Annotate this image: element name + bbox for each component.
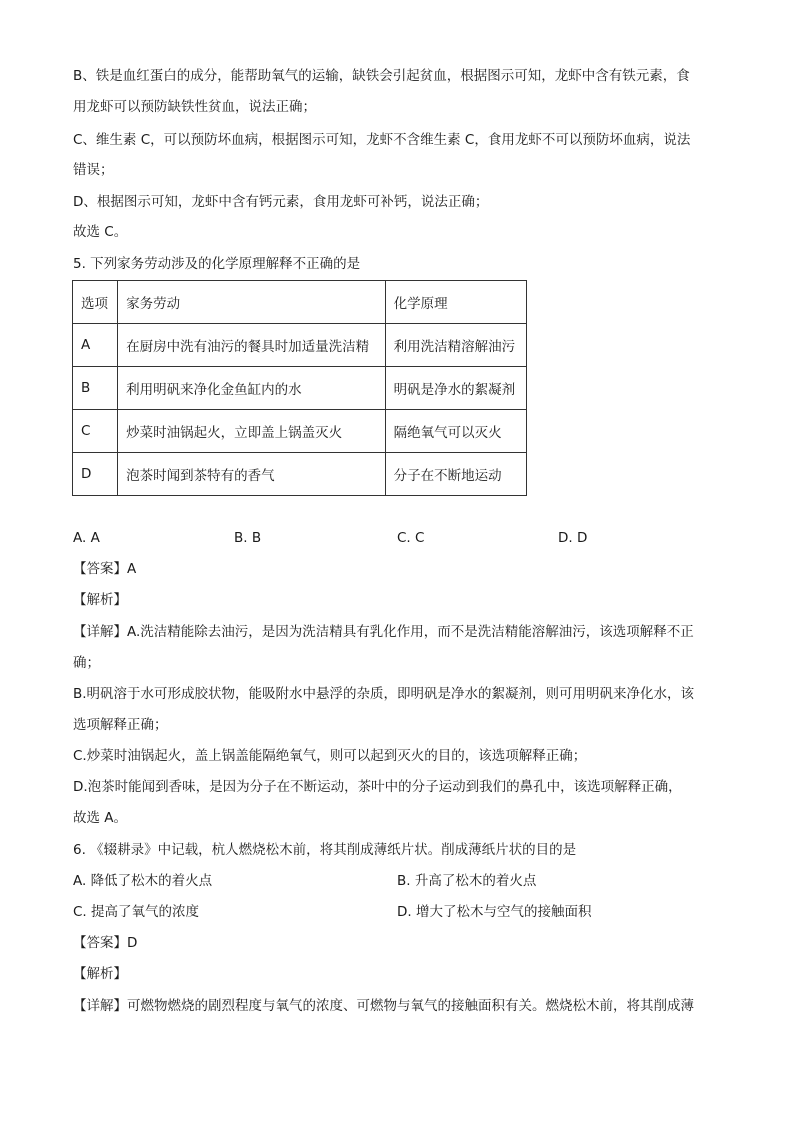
q5-stem: 5. 下列家务劳动涉及的化学原理解释不正确的是 bbox=[73, 256, 361, 272]
answer-value: A bbox=[127, 561, 137, 577]
q5-option-d: D. D bbox=[558, 530, 588, 546]
q5-detail-line-4: 选项解释正确； bbox=[73, 717, 168, 733]
prev-option-b-line-2: 用龙虾可以预防缺铁性贫血，说法正确； bbox=[73, 99, 316, 115]
q5-detail-line-1 bbox=[73, 622, 694, 642]
table-cell: B bbox=[73, 367, 118, 410]
q5-detail-line-3: B.明矾溶于水可形成胶状物，能吸附水中悬浮的杂质，即明矾是净水的絮凝剂，则可用明矾来净化水，该 bbox=[73, 686, 695, 702]
answer-label: 【答案】 bbox=[73, 935, 127, 951]
table-cell: 分子在不断地运动 bbox=[385, 453, 526, 496]
q6-option-d: D. 增大了松木与空气的接触面积 bbox=[397, 904, 592, 920]
detail-text: A.洗洁精能除去油污，是因为洗洁精具有乳化作用，而不是洗洁精能溶解油污，该选项解释不正 bbox=[127, 624, 694, 640]
table-cell: 泡茶时闻到茶特有的香气 bbox=[118, 453, 386, 496]
table-cell: 利用明矾来净化金鱼缸内的水 bbox=[118, 367, 386, 410]
prev-option-b-line-1: B、铁是血红蛋白的成分，能帮助氧气的运输，缺铁会引起贫血，根据图示可知，龙虾中含有铁元素，食 bbox=[73, 68, 690, 84]
table-cell: 隔绝氧气可以灭火 bbox=[385, 410, 526, 453]
prev-conclusion: 故选 C。 bbox=[73, 224, 128, 240]
table-row bbox=[73, 410, 527, 453]
table-row bbox=[73, 453, 527, 496]
q5-option-c: C. C bbox=[397, 530, 425, 546]
table-cell: 明矾是净水的絮凝剂 bbox=[385, 367, 526, 410]
q5-detail-line-5: C.炒菜时油锅起火，盖上锅盖能隔绝氧气，则可以起到灭火的目的，该选项解释正确； bbox=[73, 748, 587, 764]
q5-answer bbox=[73, 559, 136, 579]
q6-detail-line-1 bbox=[73, 996, 694, 1016]
q6-option-a: A. 降低了松木的着火点 bbox=[73, 873, 213, 889]
detail-text: 可燃物燃烧的剧烈程度与氧气的浓度、可燃物与氧气的接触面积有关。燃烧松木前，将其削成薄 bbox=[127, 998, 694, 1014]
table-row bbox=[73, 324, 527, 367]
q5-analysis-label: 【解析】 bbox=[73, 592, 127, 608]
detail-label: 【详解】 bbox=[73, 624, 127, 640]
q5-detail-line-7: 故选 A。 bbox=[73, 810, 128, 826]
q5-option-a: A. A bbox=[73, 530, 100, 546]
table-header-cell: 选项 bbox=[73, 281, 118, 324]
table-cell: A bbox=[73, 324, 118, 367]
q6-analysis-label: 【解析】 bbox=[73, 966, 127, 982]
detail-label: 【详解】 bbox=[73, 998, 127, 1014]
table-header-cell: 化学原理 bbox=[385, 281, 526, 324]
table-header-cell: 家务劳动 bbox=[118, 281, 386, 324]
q5-detail-line-2: 确； bbox=[73, 655, 100, 671]
answer-value: D bbox=[127, 935, 138, 951]
q6-option-b: B. 升高了松木的着火点 bbox=[397, 873, 537, 889]
table-cell: 炒菜时油锅起火，立即盖上锅盖灭火 bbox=[118, 410, 386, 453]
answer-label: 【答案】 bbox=[73, 561, 127, 577]
q6-option-c: C. 提高了氧气的浓度 bbox=[73, 904, 200, 920]
prev-option-c-line-2: 错误； bbox=[73, 162, 114, 178]
q5-table bbox=[72, 280, 527, 496]
table-cell: 利用洗洁精溶解油污 bbox=[385, 324, 526, 367]
table-cell: C bbox=[73, 410, 118, 453]
table-header-row bbox=[73, 281, 527, 324]
table-row bbox=[73, 367, 527, 410]
table-cell: 在厨房中洗有油污的餐具时加适量洗洁精 bbox=[118, 324, 386, 367]
q6-stem: 6. 《辍耕录》中记载，杭人燃烧松木前，将其削成薄纸片状。削成薄纸片状的目的是 bbox=[73, 842, 577, 858]
prev-option-d-line: D、根据图示可知，龙虾中含有钙元素，食用龙虾可补钙，说法正确； bbox=[73, 194, 489, 210]
q5-detail-line-6: D.泡茶时能闻到香味，是因为分子在不断运动，茶叶中的分子运动到我们的鼻孔中，该选项解释正确， bbox=[73, 779, 682, 795]
table-cell: D bbox=[73, 453, 118, 496]
q5-option-b: B. B bbox=[234, 530, 262, 546]
q6-answer bbox=[73, 933, 137, 953]
prev-option-c-line-1: C、维生素 C，可以预防坏血病，根据图示可知，龙虾不含维生素 C，食用龙虾不可以预防坏血病，说法 bbox=[73, 132, 691, 148]
